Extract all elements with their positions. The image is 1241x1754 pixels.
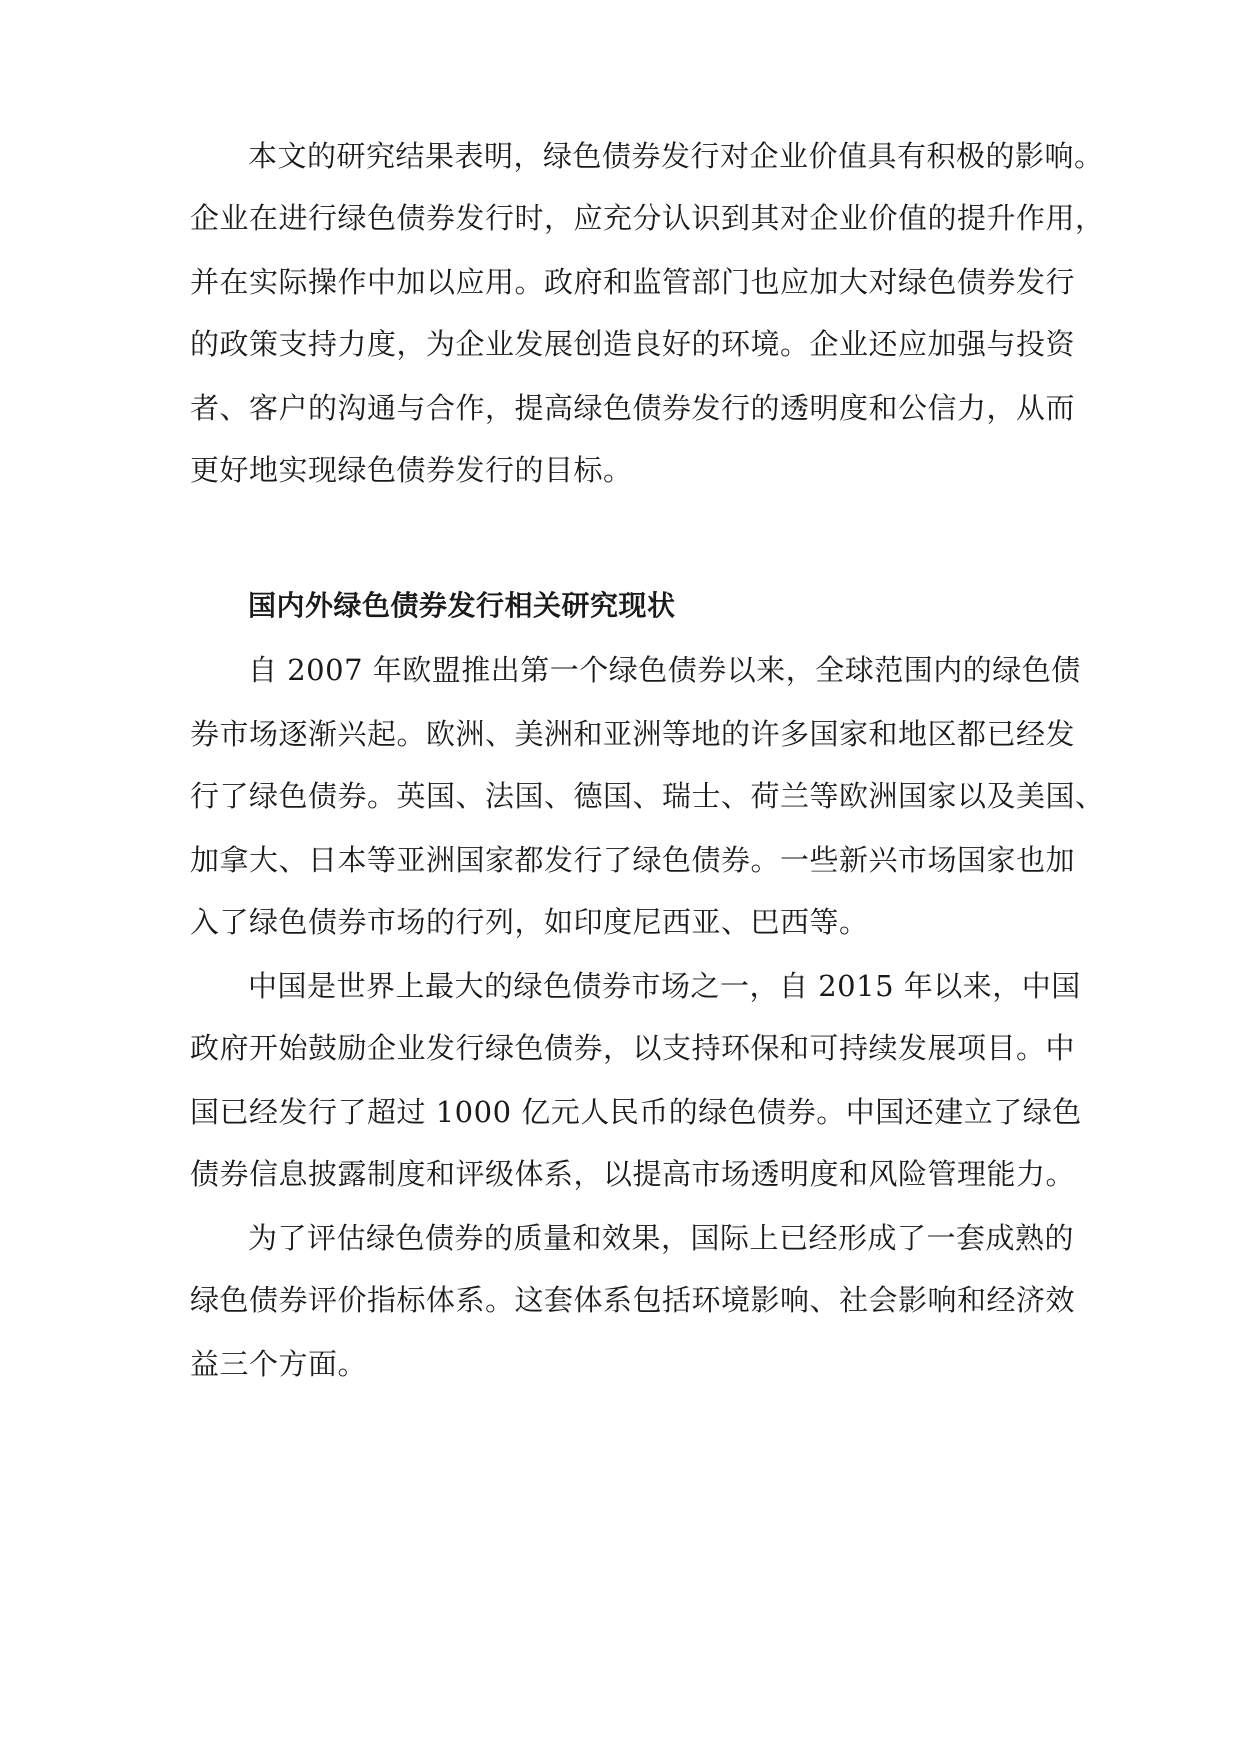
paragraph-4-line-1: 为了评估绿色债券的质量和效果，国际上已经形成了一套成熟的 xyxy=(248,1221,1075,1255)
paragraph-3-line-1: 中国是世界上最大的绿色债券市场之一，自 2015 年以来，中国 xyxy=(248,969,1081,1003)
paragraph-2-line-1: 自 2007 年欧盟推出第一个绿色债券以来，全球范围内的绿色债 xyxy=(248,653,1081,687)
paragraph-3-line-3: 国已经发行了超过 1000 亿元人民币的绿色债券。中国还建立了绿色 xyxy=(190,1095,1082,1129)
paragraph-4-line-2: 绿色债券评价指标体系。这套体系包括环境影响、社会影响和经济效 xyxy=(190,1283,1076,1317)
paragraph-2-line-2: 券市场逐渐兴起。欧洲、美洲和亚洲等地的许多国家和地区都已经发 xyxy=(190,717,1076,751)
paragraph-3-line-4: 债券信息披露制度和评级体系，以提高市场透明度和风险管理能力。 xyxy=(190,1157,1076,1191)
paragraph-1-line-6: 更好地实现绿色债券发行的目标。 xyxy=(190,453,633,487)
paragraph-4-line-3: 益三个方面。 xyxy=(190,1347,368,1381)
paragraph-1-line-2: 企业在进行绿色债券发行时，应充分认识到其对企业价值的提升作用， xyxy=(190,201,1105,235)
paragraph-2-line-5: 入了绿色债券市场的行列，如印度尼西亚、巴西等。 xyxy=(190,905,869,939)
paragraph-1-line-4: 的政策支持力度，为企业发展创造良好的环境。企业还应加强与投资 xyxy=(190,327,1076,361)
section-heading: 国内外绿色债券发行相关研究现状 xyxy=(248,589,676,622)
paragraph-2-line-3: 行了绿色债券。英国、法国、德国、瑞士、荷兰等欧洲国家以及美国、 xyxy=(190,779,1105,813)
paragraph-1-line-3: 并在实际操作中加以应用。政府和监管部门也应加大对绿色债券发行 xyxy=(190,265,1076,299)
paragraph-2-line-4: 加拿大、日本等亚洲国家都发行了绿色债券。一些新兴市场国家也加 xyxy=(190,843,1076,877)
paragraph-1-line-1: 本文的研究结果表明，绿色债券发行对企业价值具有积极的影响。 xyxy=(248,139,1104,173)
paragraph-3-line-2: 政府开始鼓励企业发行绿色债券，以支持环保和可持续发展项目。中 xyxy=(190,1031,1076,1065)
paragraph-1-line-5: 者、客户的沟通与合作，提高绿色债券发行的透明度和公信力，从而 xyxy=(190,391,1076,425)
